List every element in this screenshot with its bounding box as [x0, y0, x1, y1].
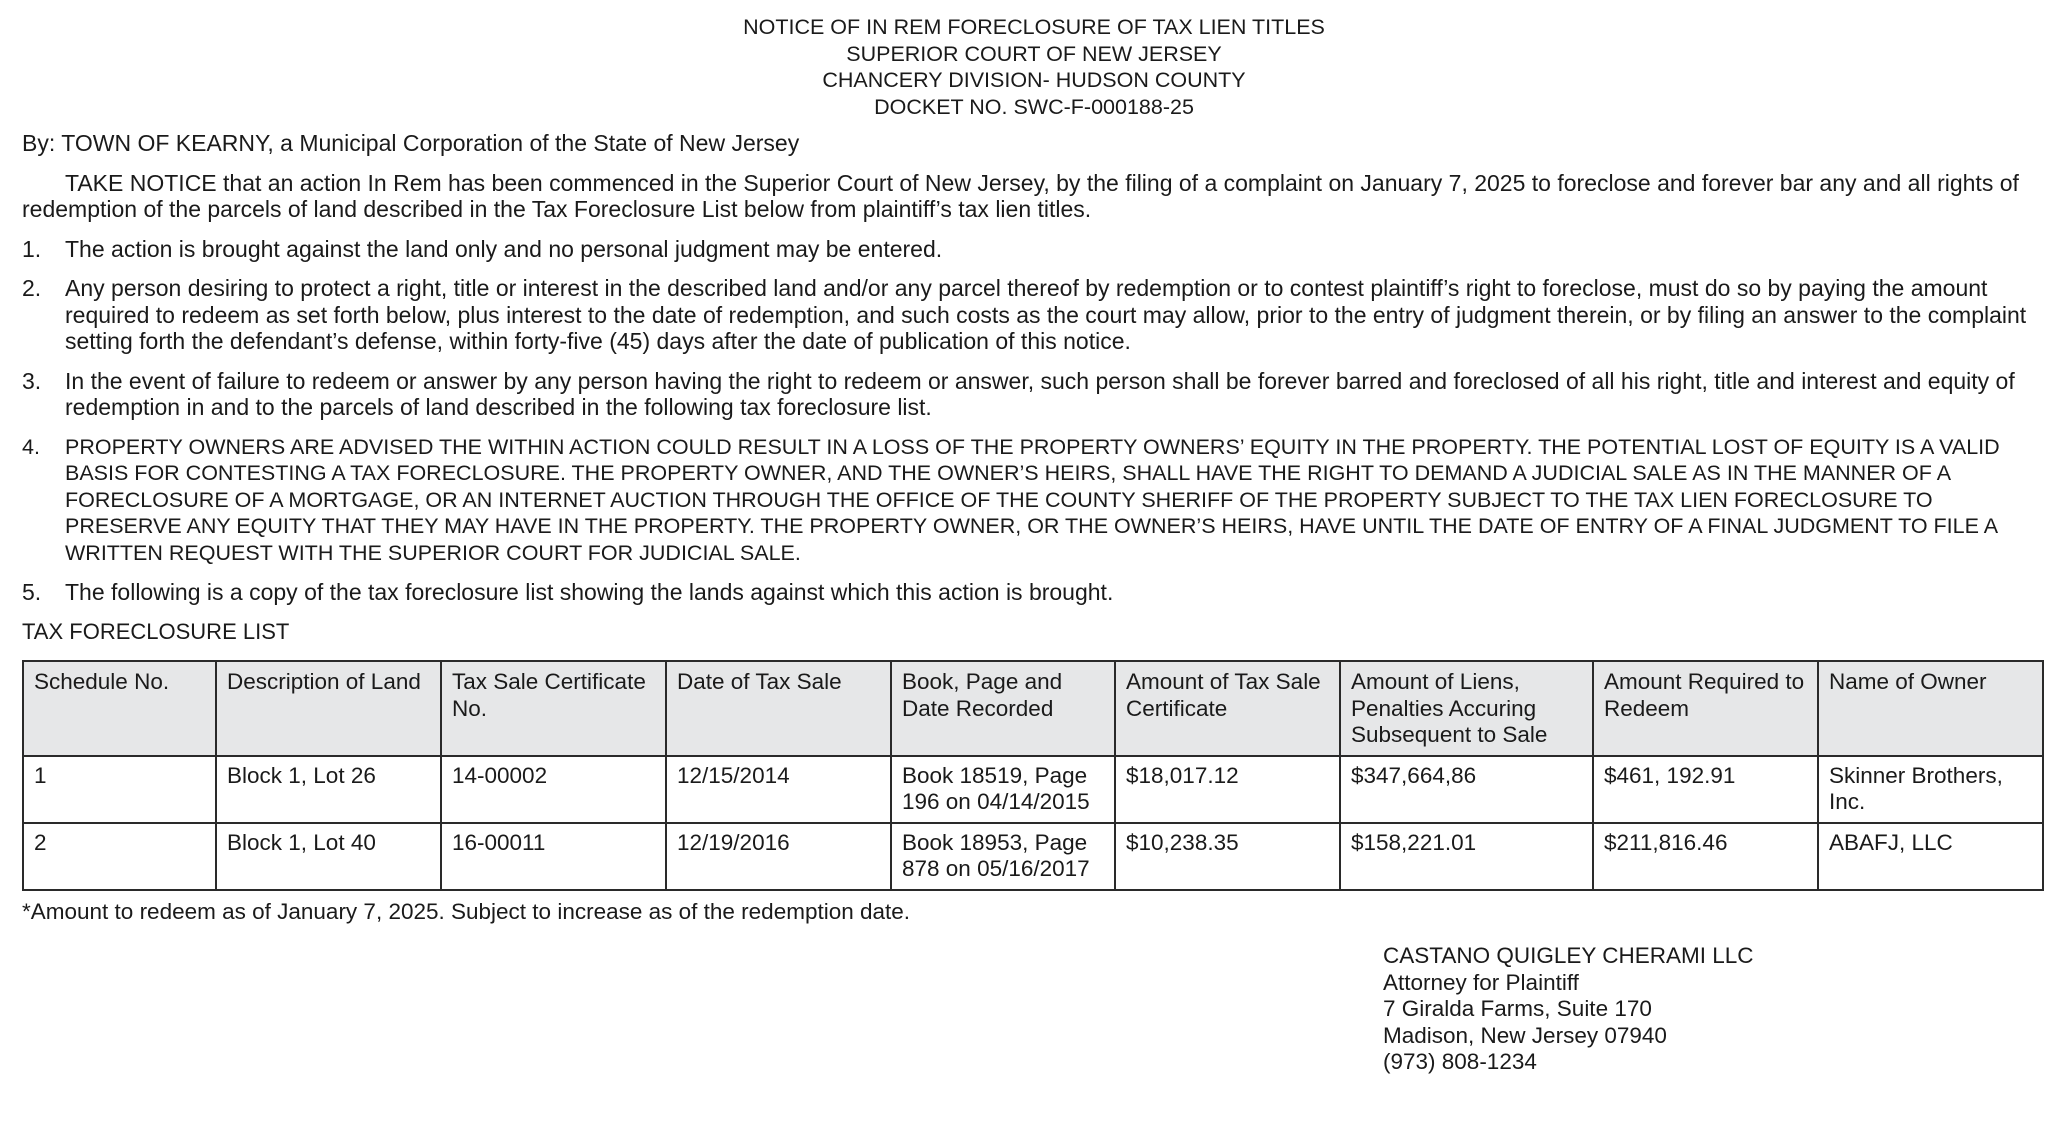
header-docket: DOCKET NO. SWC-F-000188-25: [874, 94, 1194, 119]
header-description: Description of Land: [216, 661, 441, 756]
numbered-item-2: [22, 275, 2042, 355]
table-header-row: [23, 661, 2043, 756]
numbered-item-5: [22, 579, 2042, 606]
phone-number: (973) 808-1234: [1383, 1049, 1537, 1074]
header-liens-amount: Amount of Liens, Penalties Accuring Subsequent to Sale: [1340, 661, 1593, 756]
attorney-role: Attorney for Plaintiff: [1383, 969, 1579, 995]
header-title: NOTICE OF IN REM FORECLOSURE OF TAX LIEN TITLES: [743, 15, 1325, 39]
tax-foreclosure-list-title: TAX FORECLOSURE LIST: [22, 618, 290, 644]
redemption-footnote: *Amount to redeem as of January 7, 2025. Subject to increase as of the redemption date.: [22, 898, 911, 924]
cell-book-page: Book 18953, Page 878 on 05/16/2017: [891, 823, 1115, 890]
cell-description: Block 1, Lot 26: [216, 756, 441, 823]
cell-book-page: Book 18519, Page 196 on 04/14/2015: [891, 756, 1115, 823]
cell-liens-amount: $158,221.01: [1340, 823, 1593, 890]
cell-certificate-no: 14-00002: [441, 756, 666, 823]
item-number: 5.: [22, 579, 42, 605]
item-number: 2.: [22, 275, 42, 301]
cell-owner: Skinner Brothers, Inc.: [1818, 756, 2043, 823]
cell-schedule-no: 2: [23, 823, 216, 890]
header-court: SUPERIOR COURT OF NEW JERSEY: [846, 41, 1222, 66]
item-number: 4.: [22, 434, 40, 459]
item-number: 3.: [22, 367, 42, 394]
numbered-item-1: [22, 236, 2042, 263]
item-text: PROPERTY OWNERS ARE ADVISED THE WITHIN ACTION COULD RESULT IN A LOSS OF THE PROPERTY OWNERS’ EQUITY IN THE PROPERTY. THE POTENTIAL LOST OF EQUITY IS A VALID BASIS FOR CONTESTING A TAX FORECLOSURE. THE PROPERTY OWNER, AND THE OWNER’S HEIRS, SHALL HAVE THE RIGHT TO DEMAND A JUDICIAL SALE AS IN THE MANNER OF A FORECLOSURE OF A MORTGAGE, OR AN INTERNET AUCTION THROUGH THE OFFICE OF THE COUNTY SHERIFF OF THE PROPERTY SUBJECT TO THE TAX LIEN FORECLOSURE TO PRESERVE ANY EQUITY THAT THEY MAY HAVE IN THE PROPERTY. THE PROPERTY OWNER, OR THE OWNER’S HEIRS, HAVE UNTIL THE DATE OF ENTRY OF A FINAL JUDGMENT TO FILE A WRITTEN REQUEST WITH THE SUPERIOR COURT FOR JUDICIAL SALE.: [65, 434, 2000, 565]
item-number: 1.: [22, 235, 42, 262]
item-text: The following is a copy of the tax foreclosure list showing the lands against which this action is brought.: [65, 579, 1114, 605]
cell-redeem-amount: $211,816.46: [1593, 823, 1818, 890]
cell-date-of-sale: 12/19/2016: [666, 823, 891, 890]
header-division: CHANCERY DIVISION- HUDSON COUNTY: [822, 68, 1246, 92]
header-certificate-amount: Amount of Tax Sale Certificate: [1115, 661, 1340, 756]
cell-redeem-amount: $461, 192.91: [1593, 756, 1818, 823]
law-firm-name: CASTANO QUIGLEY CHERAMI LLC: [1383, 943, 1754, 968]
address-line-2: Madison, New Jersey 07940: [1383, 1022, 1667, 1048]
header-owner: Name of Owner: [1818, 661, 2043, 756]
intro-paragraph: TAKE NOTICE that an action In Rem has been commenced in the Superior Court of New Jersey, by the filing of a complaint on January 7, 2025 to foreclose and forever bar any and all rights of redemption of the parcels of land described in the Tax Foreclosure List below from plaintiff’s tax lien titles.: [22, 169, 2019, 222]
cell-owner: ABAFJ, LLC: [1818, 823, 2043, 890]
item-text: In the event of failure to redeem or answer by any person having the right to redeem or answer, such person shall be forever barred and foreclosed of all his right, title and interest and equity of redemption in and to the parcels of land described in the following tax foreclosure list.: [65, 367, 2015, 420]
plaintiff-line: By: TOWN OF KEARNY, a Municipal Corporation of the State of New Jersey: [22, 130, 800, 156]
table-row: [23, 756, 2043, 823]
cell-certificate-amount: $18,017.12: [1115, 756, 1340, 823]
numbered-item-3: [22, 368, 2042, 421]
header-book-page: Book, Page and Date Recorded: [891, 661, 1115, 756]
item-text: The action is brought against the land only and no personal judgment may be entered.: [65, 235, 943, 262]
cell-certificate-amount: $10,238.35: [1115, 823, 1340, 890]
notice-page: [22, 14, 2042, 925]
cell-certificate-no: 16-00011: [441, 823, 666, 890]
attorney-signature-block: [1383, 943, 1754, 1076]
header-redeem-amount: Amount Required to Redeem: [1593, 661, 1818, 756]
header-schedule-no: Schedule No.: [23, 661, 216, 756]
header-certificate-no: Tax Sale Certificate No.: [441, 661, 666, 756]
address-line-1: 7 Giralda Farms, Suite 170: [1383, 996, 1652, 1021]
item-text: Any person desiring to protect a right, title or interest in the described land and/or any parcel thereof by redemption or to contest plaintiff’s right to foreclose, must do so by paying the amount required to redeem as set forth below, plus interest to the date of redemption, and such costs as the court may allow, prior to the entry of judgment therein, or by filing an answer to the complaint setting forth the defendant’s defense, within forty-five (45) days after the date of publication of this notice.: [65, 275, 2027, 354]
cell-description: Block 1, Lot 40: [216, 823, 441, 890]
numbered-item-4: [22, 434, 2042, 567]
cell-schedule-no: 1: [23, 756, 216, 823]
cell-date-of-sale: 12/15/2014: [666, 756, 891, 823]
cell-liens-amount: $347,664,86: [1340, 756, 1593, 823]
tax-foreclosure-table: [22, 660, 2044, 891]
header-date-of-sale: Date of Tax Sale: [666, 661, 891, 756]
notice-header: [26, 14, 2042, 120]
table-row: [23, 823, 2043, 890]
